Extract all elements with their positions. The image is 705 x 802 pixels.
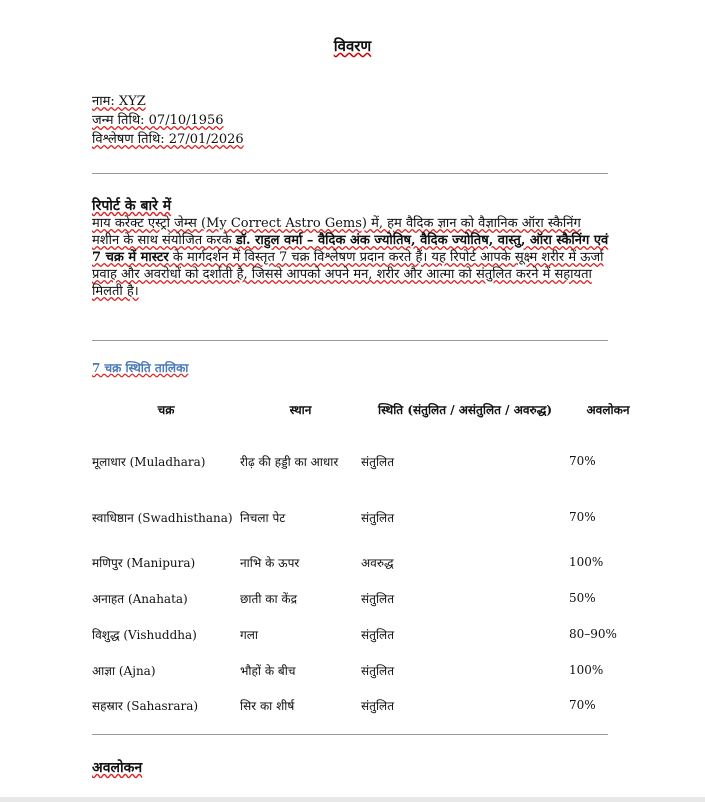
page-bottom-edge [0, 797, 705, 802]
divider-3 [92, 734, 608, 735]
table-row [92, 432, 647, 490]
cell-location: सिर का शीर्ष [240, 698, 295, 713]
page-title: विवरण [333, 37, 372, 55]
table-title: 7 चक्र स्थिति तालिका [92, 361, 189, 375]
header-chakra: चक्र [157, 403, 175, 417]
about-heading: रिपोर्ट के बारे में [92, 198, 172, 214]
cell-observation: 70% [569, 698, 596, 712]
cell-location: भौहों के बीच [240, 663, 296, 678]
cell-status: संतुलित [361, 510, 395, 525]
divider-1 [92, 173, 608, 174]
table-header-row [92, 380, 647, 432]
cell-chakra: सहस्रार (Sahasrara) [92, 698, 199, 713]
cell-chakra: विशुद्ध (Vishuddha) [92, 627, 197, 642]
table-row [92, 490, 647, 544]
summary-heading: अवलोकन [92, 760, 143, 776]
cell-location: रीढ़ की हड्डी का आधार [240, 454, 339, 469]
cell-chakra: अनाहत (Anahata) [92, 591, 188, 606]
meta-analysis-date-text: विश्लेषण तिथि: 27/01/2026 [92, 132, 244, 147]
about-text-part1: माय करेक्ट एस्ट्रो जेम्स (My Correct Astro Gems) में, हम वैदिक ज्ञान को वैज्ञानिक ऑरा स्कैनिंग मशीन के साथ संयोजित करके [92, 216, 581, 248]
header-status: स्थिति (संतुलित / असंतुलित / अवरुद्ध) [377, 403, 552, 417]
cell-chakra: मूलाधार (Muladhara) [92, 454, 206, 469]
cell-status: संतुलित [361, 663, 395, 678]
cell-chakra: स्वाधिष्ठान (Swadhisthana) [92, 510, 233, 525]
meta-name-text: नाम: XYZ [92, 94, 146, 109]
meta-name [92, 92, 244, 111]
cell-status: संतुलित [361, 591, 395, 606]
table-row [92, 544, 647, 580]
cell-chakra: मणिपुर (Manipura) [92, 555, 196, 570]
cell-status: संतुलित [361, 698, 395, 713]
meta-analysis-date [92, 130, 244, 149]
table-row [92, 616, 647, 652]
cell-observation: 100% [569, 555, 604, 569]
cell-observation: 80–90% [569, 627, 617, 641]
header-location: स्थान [289, 403, 312, 417]
about-section [92, 198, 612, 300]
divider-2 [92, 340, 608, 341]
cell-status: संतुलित [361, 627, 395, 642]
cell-observation: 70% [569, 510, 596, 524]
chakra-table [92, 380, 647, 722]
cell-location: निचला पेट [240, 510, 286, 525]
cell-chakra: आज्ञा (Ajna) [92, 663, 156, 678]
cell-status: संतुलित [361, 454, 395, 469]
about-text-bold: डॉ. राहुल वर्मा – वैदिक अंक ज्योतिष, वैदिक ज्योतिष, वास्तु, ऑरा स्कैनिंग एवं 7 चक्र में मास्टर [92, 233, 609, 265]
header-observation: अवलोकन [586, 403, 630, 417]
about-text-part2: के मार्गदर्शन में विस्तृत 7 चक्र विश्लेषण प्रदान करते हैं। यह रिपोर्ट आपके सूक्ष्म शरीर में ऊर्जा प्रवाह और अवरोधों को दर्शाती है, जिससे आपको अपने मन, शरीर और आत्मा को संतुलित करने में सहायता मिलती है। [92, 250, 604, 299]
cell-observation: 100% [569, 663, 604, 677]
table-row [92, 580, 647, 616]
meta-block [92, 92, 244, 149]
meta-dob [92, 111, 244, 130]
cell-status: अवरुद्ध [361, 555, 394, 570]
table-row [92, 688, 647, 722]
cell-location: नाभि के ऊपर [240, 555, 300, 570]
cell-observation: 70% [569, 454, 596, 468]
table-row [92, 652, 647, 688]
meta-dob-text: जन्म तिथि: 07/10/1956 [92, 113, 224, 128]
cell-location: गला [240, 627, 259, 642]
cell-observation: 50% [569, 591, 596, 605]
about-paragraph [92, 215, 612, 300]
cell-location: छाती का केंद्र [240, 591, 298, 606]
